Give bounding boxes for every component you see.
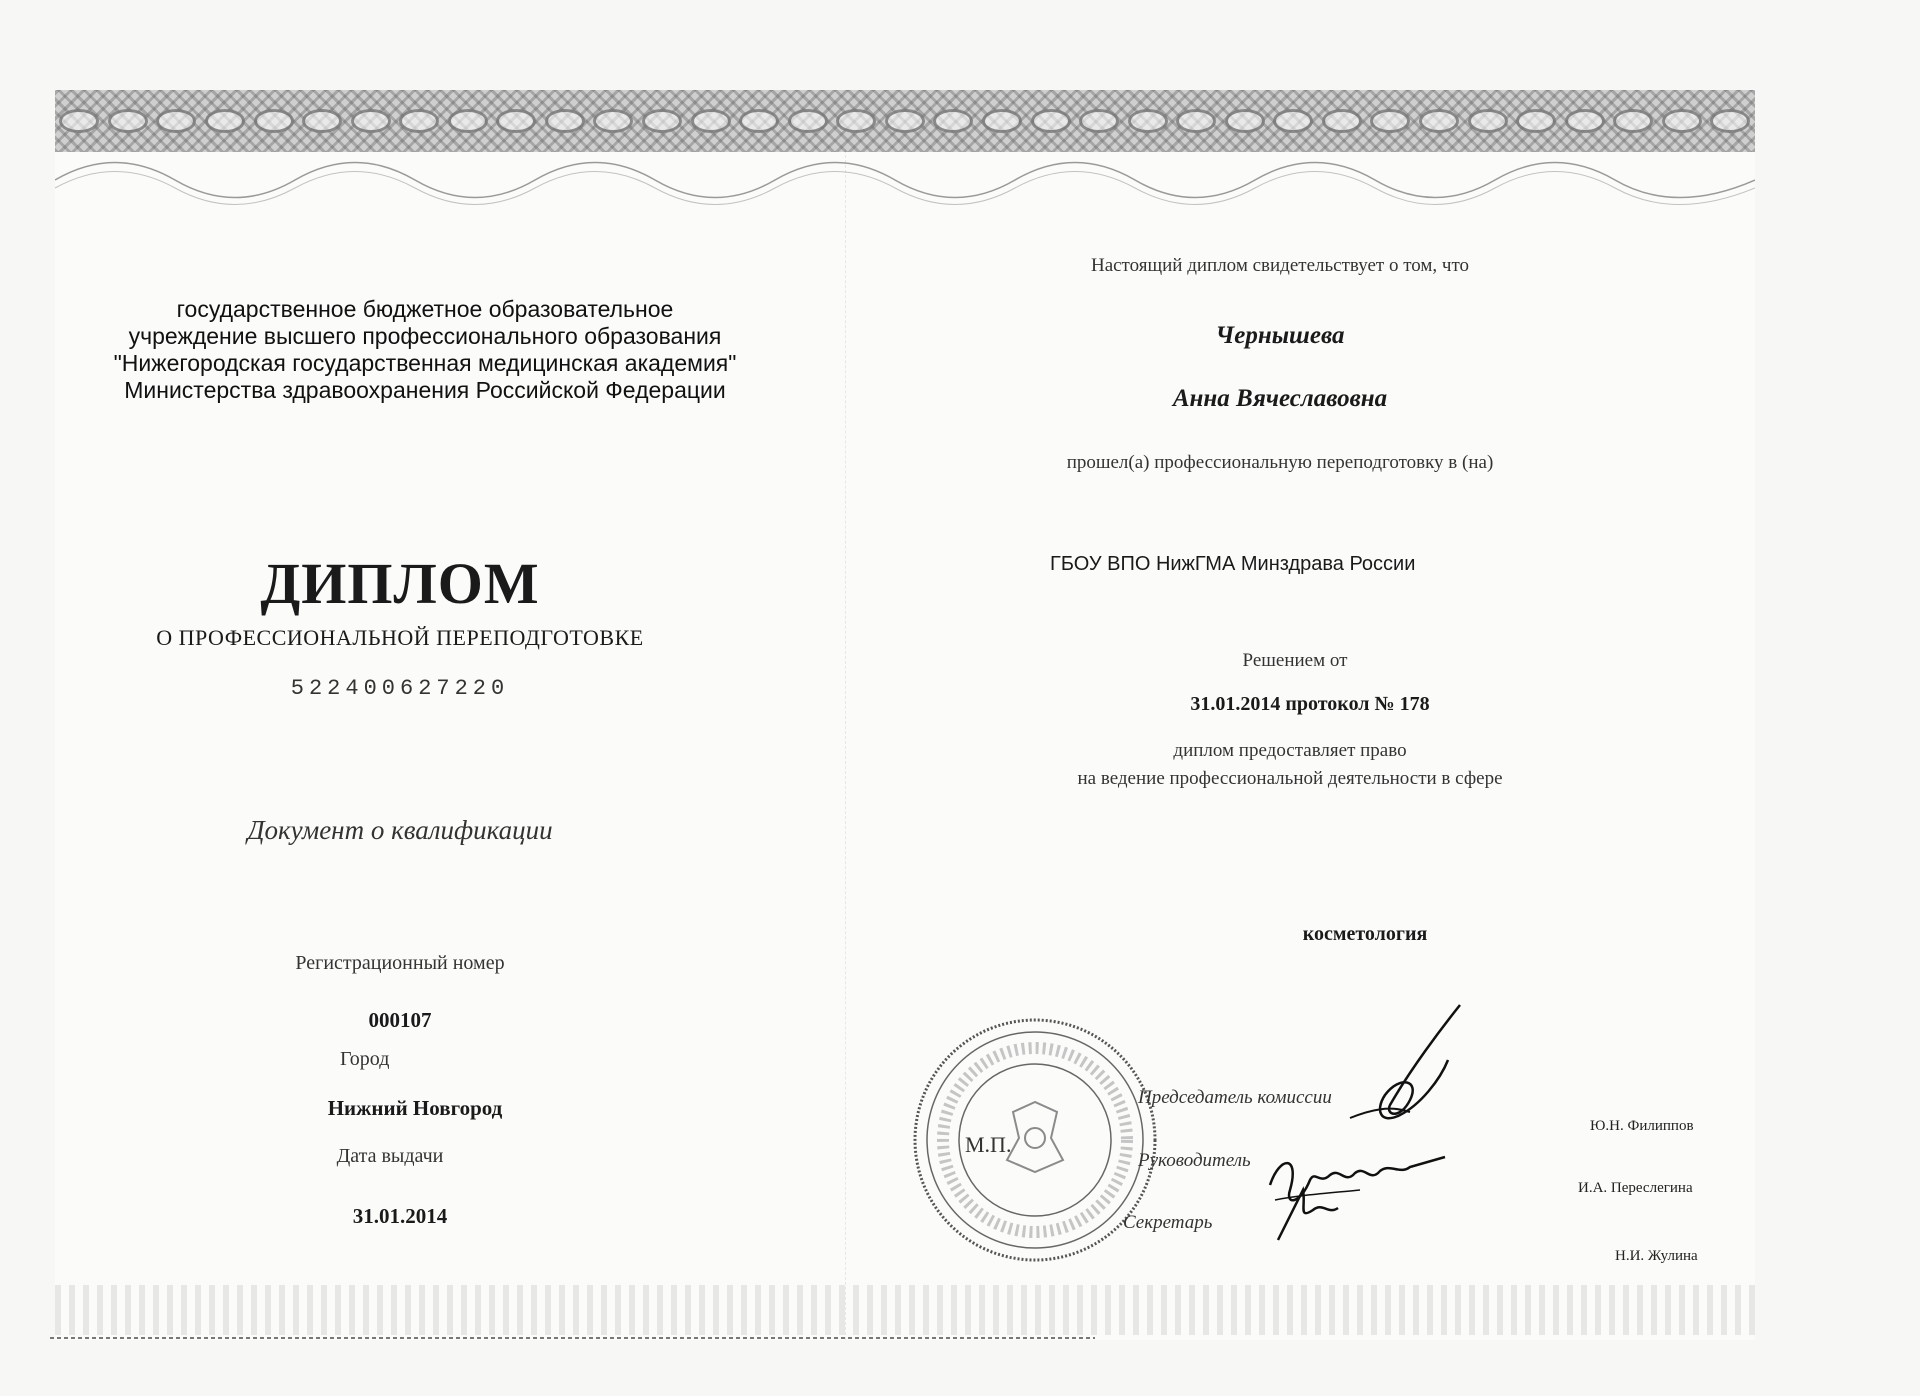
specialty: косметология <box>1302 923 1428 945</box>
seal-mark: М.П. <box>965 1132 1012 1157</box>
diploma-title: ДИПЛОМ <box>260 551 540 616</box>
bottom-dashed-line <box>50 1337 1095 1339</box>
role-chairman: Председатель комиссии <box>1138 1087 1332 1108</box>
passed-retraining-text: прошел(а) профессиональную переподготовку в (на) <box>1066 452 1494 473</box>
role-head: Руководитель <box>1138 1150 1251 1171</box>
diploma-subtitle: О ПРОФЕССИОНАЛЬНОЙ ПЕРЕПОДГОТОВКЕ <box>156 625 644 650</box>
ornamental-bottom-band <box>55 1285 1755 1335</box>
registration-number-label: Регистрационный номер <box>295 952 505 974</box>
chairman-signature <box>1330 1000 1480 1135</box>
issue-date-label: Дата выдачи <box>336 1145 444 1167</box>
signatory-secretary-name: Н.И. Жулина <box>1615 1248 1698 1264</box>
decision-protocol: 31.01.2014 протокол № 178 <box>1190 693 1430 715</box>
issue-date: 31.01.2014 <box>352 1204 448 1228</box>
city-value: Нижний Новгород <box>327 1096 503 1120</box>
holder-surname: Чернышева <box>1215 322 1345 349</box>
holder-given-names: Анна Вячеславовна <box>1172 385 1388 412</box>
city-label: Город <box>340 1048 390 1070</box>
guilloche-wave <box>55 140 1755 210</box>
decision-label: Решением от <box>1242 650 1348 671</box>
rights-text-line1: диплом предоставляет право <box>1173 740 1407 761</box>
certifies-text: Настоящий диплом свидетельствует о том, что <box>1090 255 1470 276</box>
qualification-document-label: Документ о квалификации <box>247 815 553 845</box>
serial-number: 522400627220 <box>290 676 510 701</box>
institution-name: государственное бюджетное образовательное учреждение высшего профессионального образования "Нижегородская государственная медицинская академия" Министерства здравоохранения Российской Федерации <box>113 296 737 403</box>
signatory-head-name: И.А. Переслегина <box>1578 1180 1693 1196</box>
organization-name: ГБОУ ВПО НижГМА Минздрава России <box>1050 553 1416 575</box>
rights-text-line2: на ведение профессиональной деятельности в сфере <box>1077 768 1503 789</box>
registration-number: 000107 <box>368 1008 432 1032</box>
secretary-signature <box>1268 1180 1348 1250</box>
signatory-chairman-name: Ю.Н. Филиппов <box>1590 1118 1694 1134</box>
role-secretary: Секретарь <box>1123 1212 1213 1233</box>
page-fold <box>845 150 846 1340</box>
band-ornaments <box>55 98 1755 144</box>
